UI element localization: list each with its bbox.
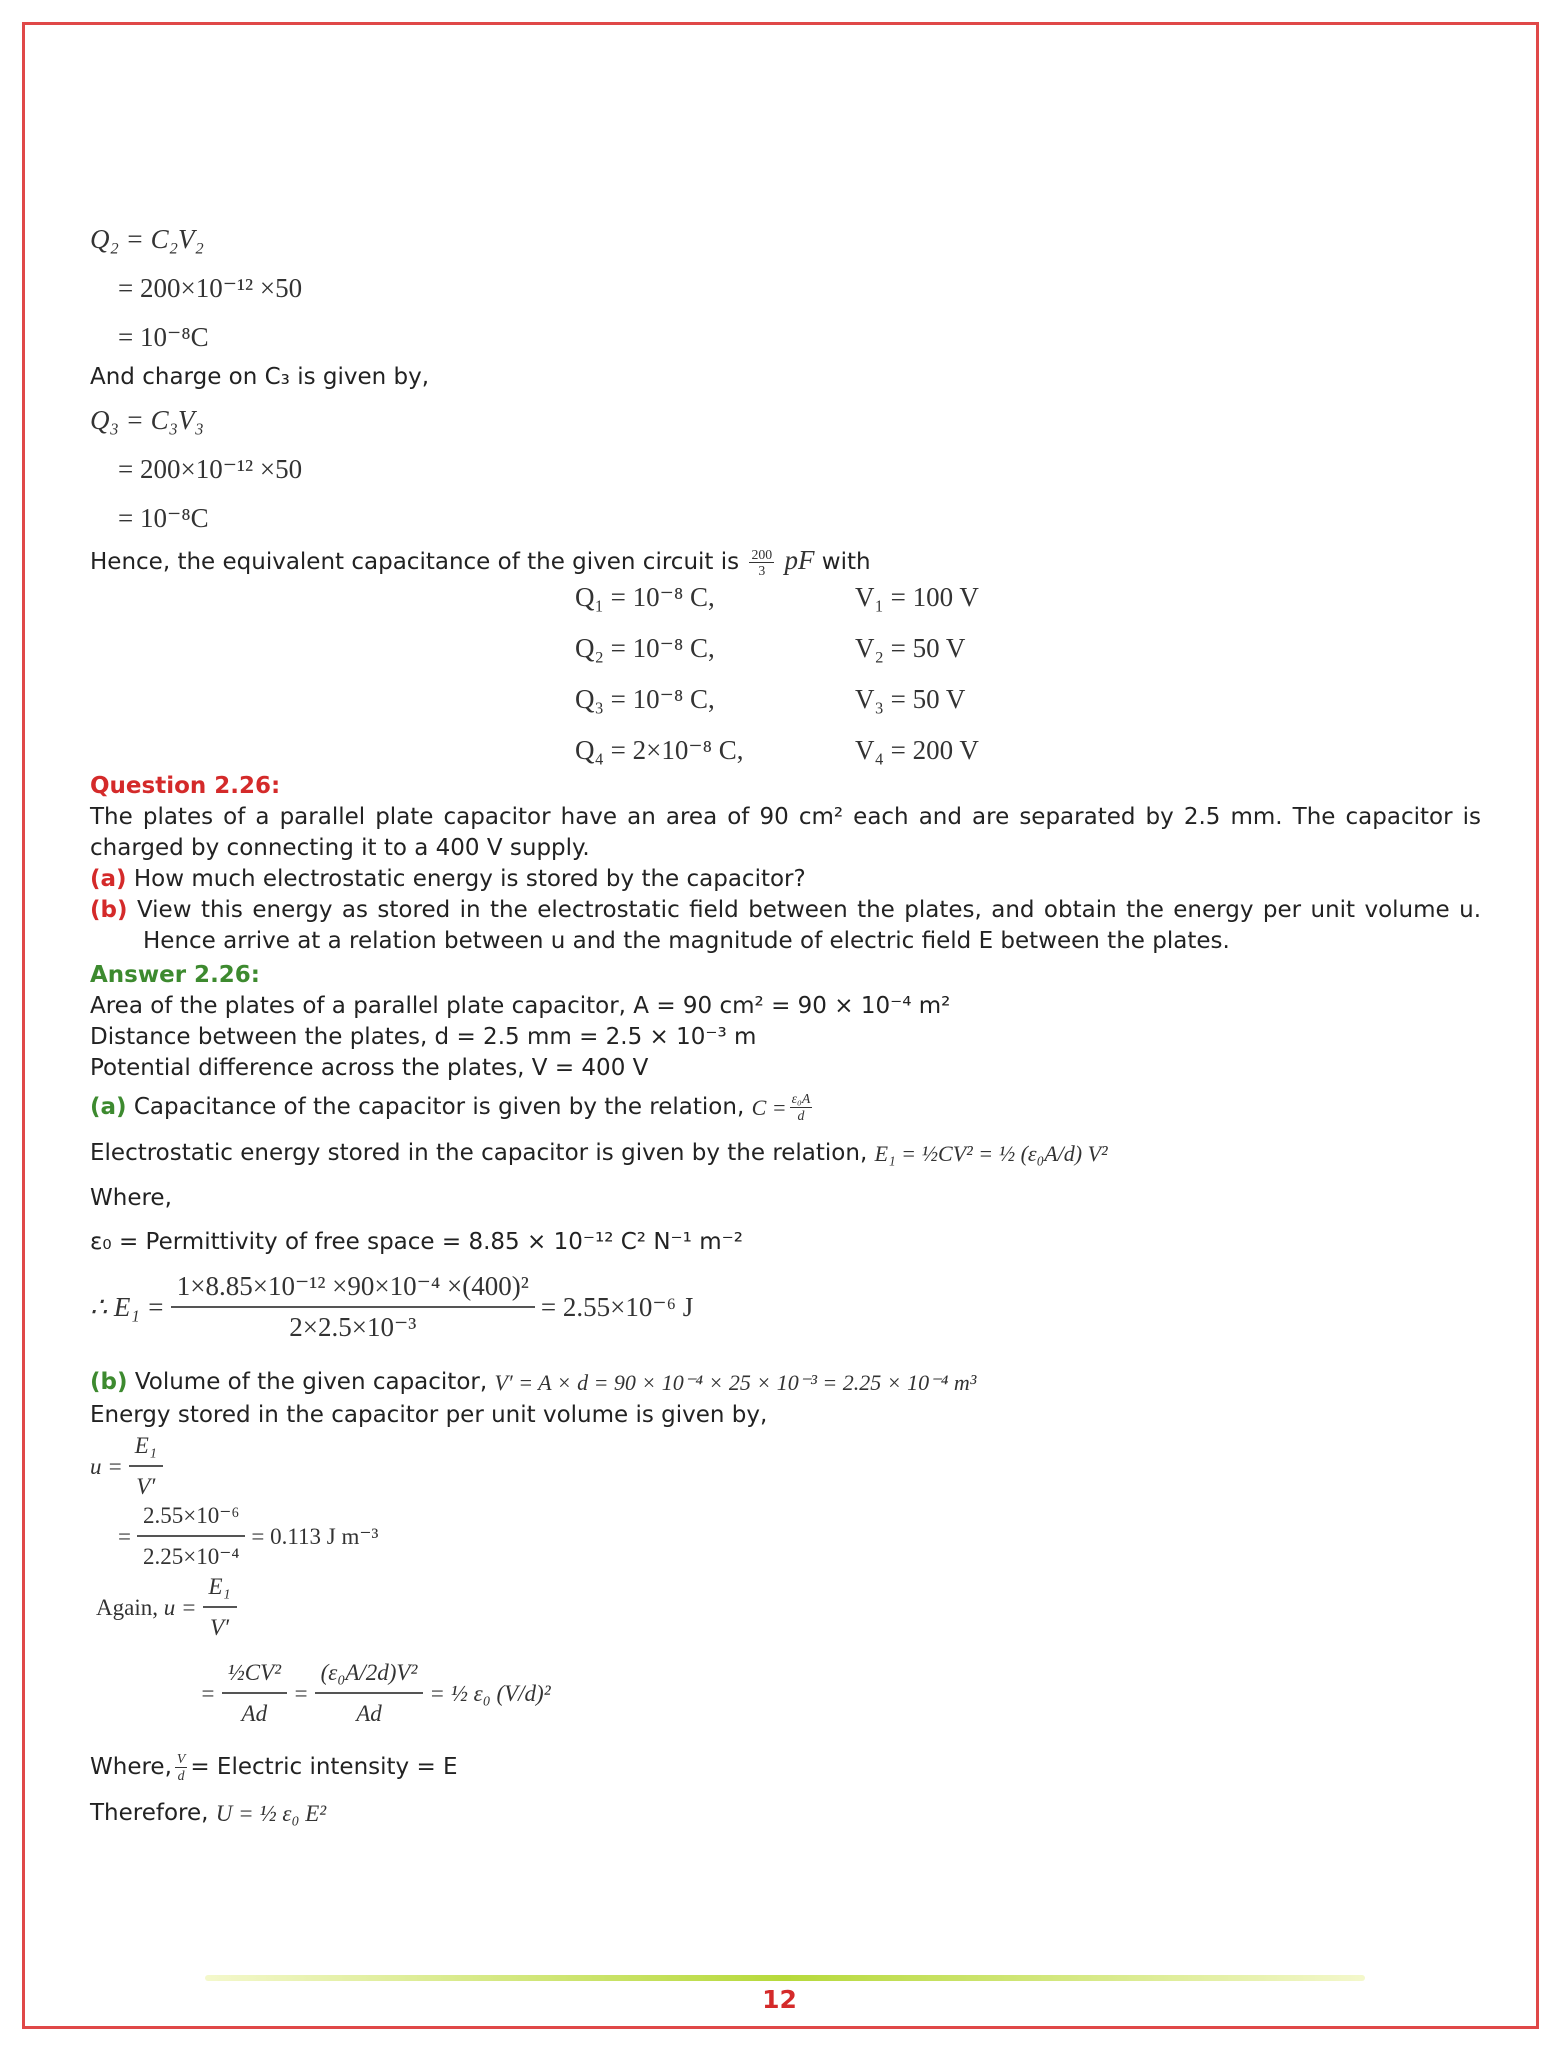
question-block [90,771,1481,957]
numerator: 200 [751,546,773,562]
capacitance-relation [90,1084,1481,1130]
part-label: (b) [90,1368,128,1395]
area-line: Area of the plates of a parallel plate capacitor, A = 90 cm² = 90 × 10⁻⁴ m² [90,993,951,1019]
voltage-value: V₄ = 200 V [855,735,979,765]
q2-equation: Q₂ = C₂V₂ [90,224,204,254]
hence-text: Hence, the equivalent capacitance of the given circuit is [90,549,740,575]
energy-calculation [90,1264,1481,1350]
numerator: E₁ [203,1571,237,1608]
denominator: V′ [209,1615,230,1640]
energy-relation [90,1130,1481,1176]
denominator: d [797,1107,805,1123]
charge-calculations [90,215,1481,585]
permittivity-line: ε₀ = Permittivity of free space = 8.85 × 10⁻¹² C² N⁻¹ m⁻² [90,1228,743,1255]
u-value-fraction [137,1500,245,1572]
q3-result: = 10⁻⁸C [118,503,209,533]
q2-result: = 10⁻⁸C [118,322,209,352]
voltage-value: V₂ = 50 V [855,633,966,663]
denominator: 2×2.5×10⁻³ [289,1312,417,1342]
energy-text: Electrostatic energy stored in the capacitor is given by the relation, [90,1139,868,1166]
again-line [90,1571,1481,1643]
charge-voltage-summary [575,572,979,776]
per-volume-text: Energy stored in the capacitor per unit volume is given by, [90,1402,768,1428]
potential-line: Potential difference across the plates, V = 400 V [90,1055,649,1081]
part-text: Capacitance of the capacitor is given by the relation, [133,1093,745,1120]
derivation-fraction-2 [315,1657,424,1729]
final-formula: U = ½ ε₀ E² [215,1800,327,1826]
derivation-result: = ½ ε₀ (V/d)² [429,1680,551,1706]
u-fraction [129,1430,163,1502]
question-part-b [90,895,1481,957]
part-label: (a) [90,1093,127,1120]
therefore-line [90,1791,1481,1835]
v-over-d-fraction [175,1751,187,1782]
summary-row [575,572,979,623]
unit: pF [784,545,815,575]
formula-lhs: u = [90,1453,123,1479]
electric-intensity-line [90,1743,1481,1791]
numerator: V [176,1751,186,1767]
denominator: 3 [758,563,766,578]
q3-step: = 200×10⁻¹² ×50 [118,454,303,484]
summary-row [575,623,979,674]
voltage-value: V₃ = 50 V [855,684,966,714]
part-text: View this energy as stored in the electrostatic field between the plates, and obtain the energy per unit volume u. Hence arrive at a relation between u and the magnitude of electric field E between the plates. [136,897,1481,954]
question-title: Question 2.26: [90,773,281,799]
c3-intro: And charge on C₃ is given by, [90,364,430,390]
footer-divider [205,1975,1365,1981]
intensity-text: = Electric intensity = E [190,1753,458,1780]
volume-line [90,1364,1481,1400]
formula-lhs: u = [163,1594,197,1620]
numerator: 2.55×10⁻⁶ [137,1500,245,1537]
summary-row [575,674,979,725]
where-label: Where, [90,1184,172,1211]
again-label: Again, [96,1594,158,1620]
summary-row [575,725,979,776]
answer-title: Answer 2.26: [90,962,261,988]
part-label: (b) [90,897,128,923]
u-calculation: = $\frac{\text{2.55×10⁻⁶}}{\text{2.25×10⁻⁴}}$ = 0.113 J m⁻³ [90,1501,1481,1571]
part-text: How much electrostatic energy is stored by the capacitor? [133,866,806,892]
answer-block [90,960,1481,1835]
charge-value: Q₃ = 10⁻⁸ C, [575,684,715,714]
voltage-value: V₁ = 100 V [855,582,979,612]
formula-lhs: ∴ E₁ = [90,1291,165,1322]
where-label: Where, [90,1753,172,1780]
u-definition [90,1431,1481,1501]
question-part-a [90,864,1481,895]
denominator: 2.25×10⁻⁴ [142,1544,240,1569]
numerator: (ε₀A/2d)V² [315,1657,424,1694]
therefore-label: Therefore, [90,1799,209,1826]
capacitance-fraction [790,1091,813,1122]
charge-value: Q₂ = 10⁻⁸ C, [575,633,715,663]
energy-formula: E₁ = ½CV² = ½ (ε₀A/d) V² [874,1140,1108,1166]
u-result: = 0.113 J m⁻³ [251,1523,379,1549]
derivation: = $\frac{\text{½CV²}}{Ad}$ = $\frac{\text{(ε₀A/2d)V²}}{Ad}$ = ½ ε₀ (V/d)² [90,1643,1481,1743]
derivation-fraction-1 [222,1657,288,1729]
denominator: Ad [241,1701,268,1726]
energy-result: = 2.55×10⁻⁶ J [540,1291,694,1322]
question-text: The plates of a parallel plate capacitor have an area of 90 cm² each and are separated by 2.5 mm. The capacitor is charged by connecting it to a 400 V supply. [90,804,1481,861]
volume-formula: V′ = A × d = 90 × 10⁻⁴ × 25 × 10⁻³ = 2.25 × 10⁻⁴ m³ [494,1369,977,1395]
formula-lhs: C = [751,1094,787,1120]
q2-step: = 200×10⁻¹² ×50 [118,273,303,303]
numerator: 1×8.85×10⁻¹² ×90×10⁻⁴ ×(400)² [171,1271,535,1308]
charge-value: Q₁ = 10⁻⁸ C, [575,582,715,612]
numerator: E₁ [129,1430,163,1467]
q3-equation: Q₃ = C₃V₃ [90,405,204,435]
again-fraction [203,1571,237,1643]
part-text: Volume of the given capacitor, [134,1368,488,1395]
energy-fraction [171,1271,535,1343]
numerator: ε₀A [791,1091,811,1107]
distance-line: Distance between the plates, d = 2.5 mm = 2.5 × 10⁻³ m [90,1024,757,1050]
denominator: Ad [356,1701,382,1726]
denominator: d [177,1767,185,1783]
numerator: ½CV² [222,1657,288,1694]
charge-value: Q₄ = 2×10⁻⁸ C, [575,735,744,765]
denominator: V′ [136,1474,156,1499]
part-label: (a) [90,866,127,892]
page-number: 12 [762,1985,797,2014]
with-text: with [821,549,871,575]
